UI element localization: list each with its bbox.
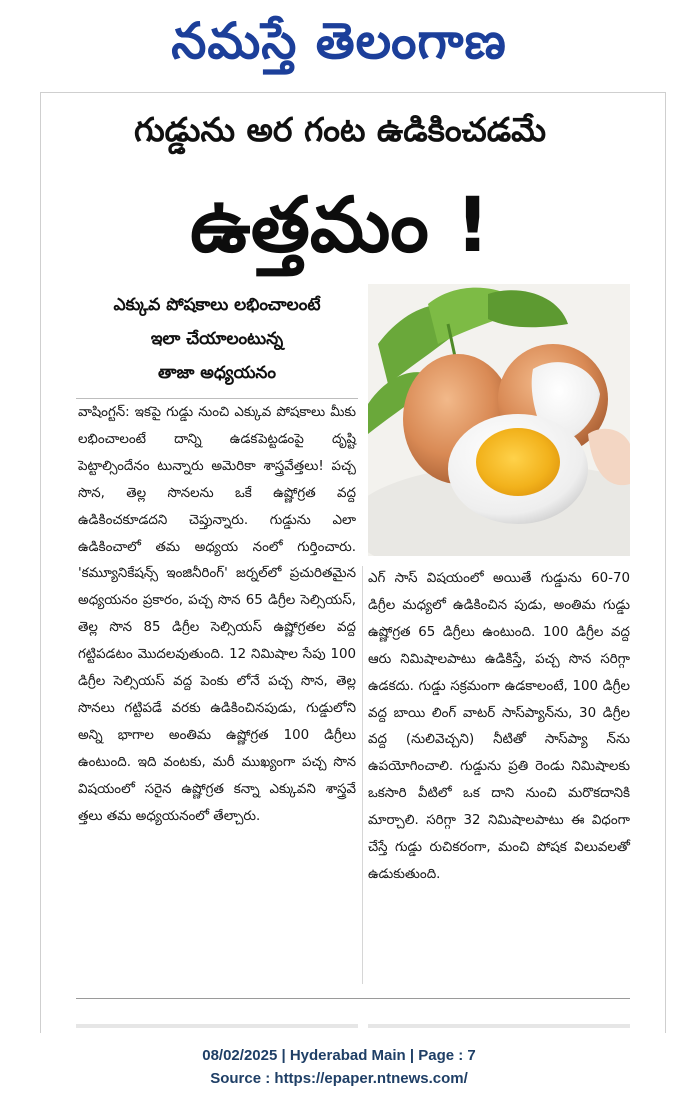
footer-edition-info: 08/02/2025 | Hyderabad Main | Page : 7 [202,1047,476,1064]
masthead-title: నమస్తే తెలంగాణ [171,12,507,70]
article-body-left: వాషింగ్టన్: ఇకపై గుడ్డు నుంచి ఎక్కువ పోషకాలు మీకు లభించాలంటే దాన్ని ఉడకపెట్టడంపై దృష్టి పెట్టాల్సిందేనం టున్నారు అమెరికా శాస్త్రవేత్తలు! పచ్చ సొన, తెల్ల సొనలను ఒకే ఉష్ణోగ్రత వద్ద ఉడికించకూడదని చెప్తున్నారు. గుడ్డును ఎలా ఉడికించాలో తమ అధ్యయ నంలో గుర్తించారు. 'కమ్యూనికేషన్స్ ఇంజినీరింగ్' జర్నల్‌లో ప్రచురితమైన అధ్యయనం ప్రకారం, పచ్చ సొన 65 డిగ్రీల సెల్సియస్, తెల్ల సొన 85 డిగ్రీల సెల్సియస్ ఉష్ణోగ్రతల వద్ద గట్టిపడటం మొదలవుతుంది. 12 నిమిషాల సేపు 100 డిగ్రీల సెల్సియస్ వద్ద పెంకు లోనే పచ్చ సొన, తెల్ల సొనలు గట్టిపడే వరకు ఉడికించినపుడు, గుడ్డులోని అన్ని భాగాల అంతిమ ఉష్ణోగ్రత 100 డిగ్రీలు ఉంటుంది. ఇది వంటకు, మరీ ముఖ్యంగా పచ్చ సొన విషయంలో సరైన ఉష్ణోగ్రత కన్నా ఎక్కువని శాస్త్రవే త్తలు తమ అధ్యయనంలో తేల్చారు. [78,405,356,824]
bottom-rule [76,998,630,999]
footer-source: Source : https://epaper.ntnews.com/ [210,1070,468,1087]
subhead-line-3: తాజా అధ్యయనం [158,363,276,383]
subhead-divider [76,398,358,399]
article-headline: ఉత్తమం ! [190,180,490,269]
column-divider [362,566,363,984]
subhead-line-2: ఇలా చేయాలంటున్న [150,329,284,349]
masthead [0,6,678,76]
egg-photo [368,284,630,556]
subhead-line-1: ఎక్కువ పోషకాలు లభించాలంటే [113,295,321,315]
article-body-right: ఎగ్ సాస్ విషయంలో అయితే గుడ్డును 60-70 డిగ్రీల మధ్యలో ఉడికించిన పుడు, అంతిమ గుడ్డు ఉష్ణోగ్రత 65 డిగ్రీలు ఉంటుంది. 100 డిగ్రీల వద్ద ఆరు నిమిషాలపాటు ఉడికిస్తే, పచ్చ సొన సరిగ్గా ఉడకదు. గుడ్డు సక్రమంగా ఉడకాలంటే, 100 డిగ్రీల వద్ద బాయి లింగ్ వాటర్ సాస్‌ప్యాన్‌ను, 30 డిగ్రీల వద్ద (నులివెచ్చని) నీటితో సాస్‌ప్యా న్‌ను ఉపయోగించాలి. గుడ్డును ప్రతి రెండు నిమిషాలకు ఒకసారి వీటిలో ఒక దాని నుంచి మరొకదానికి మార్చాలి. సరిగ్గా 32 నిమిషాలపాటు ఈ విధంగా చేస్తే గుడ్డు రుచికరంగా, మంచి పోషక విలువలతో ఉడుకుతుంది. [368,571,630,882]
article-subhead [76,288,358,390]
faint-strip-right [368,1024,630,1028]
egg-photo-icon [368,284,630,556]
faint-strip-left [76,1024,358,1028]
article-kicker: గుడ్డును అర గంట ఉడికించడమే [133,110,547,149]
